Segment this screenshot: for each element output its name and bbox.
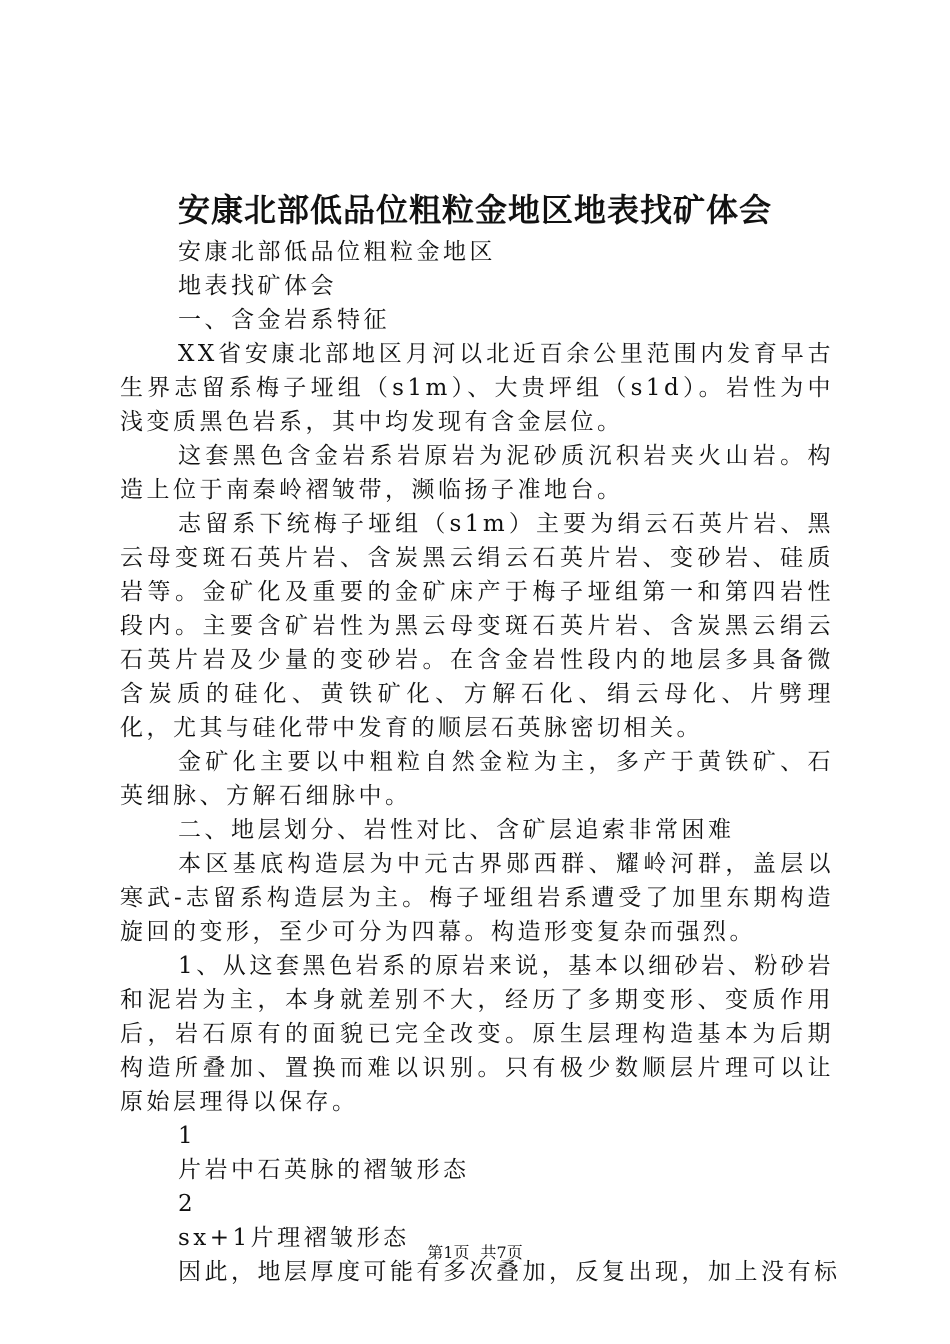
paragraph: 志留系下统梅子垭组（s1m）主要为绢云石英片岩、黑云母变斑石英片岩、含炭黑云绢云石英片岩、变砂岩、硅质岩等。金矿化及重要的金矿床产于梅子垭组第一和第四岩性段内。主要含矿岩性为黑云母变斑石英片岩、含炭黑云绢云石英片岩及少量的变砂岩。在含金岩性段内的地层多具备微含炭质的硅化、黄铁矿化、方解石化、绢云母化、片劈理化，尤其与硅化带中发育的顺层石英脉密切相关。	[120, 511, 834, 741]
document-title: 安康北部低品位粗粒金地区地表找矿体会	[177, 191, 772, 229]
figure-caption: 片岩中石英脉的褶皱形态	[178, 1157, 470, 1183]
page-footer	[0, 1241, 950, 1265]
paragraph: 因此，地层厚度可能有多次叠加，反复出现，加上没有标	[178, 1259, 841, 1285]
paragraph: 本区基底构造层为中元古界郧西群、耀岭河群，盖层以寒武-志留系构造层为主。梅子垭组岩系遭受了加里东期构造旋回的变形，至少可分为四幕。构造形变复杂而强烈。	[120, 851, 834, 945]
document-body	[120, 235, 841, 1289]
section-heading-2: 二、地层划分、岩性对比、含矿层追索非常困难	[178, 817, 735, 843]
page-number: 第1页	[427, 1243, 470, 1262]
paragraph: 这套黑色含金岩系岩原岩为泥砂质沉积岩夹火山岩。构造上位于南秦岭褶皱带，濒临扬子准地台。	[120, 443, 834, 503]
paragraph-subtitle-1: 安康北部低品位粗粒金地区	[178, 239, 496, 265]
section-heading-1: 一、含金岩系特征	[178, 307, 390, 333]
figure-caption: sx+1片理褶皱形态	[178, 1225, 410, 1251]
figure-number: 1	[178, 1123, 197, 1149]
figure-number: 2	[178, 1191, 197, 1217]
paragraph: XX省安康北部地区月河以北近百余公里范围内发育早古生界志留系梅子垭组（s1m）、大贵坪组（s1d）。岩性为中浅变质黑色岩系，其中均发现有含金层位。	[120, 341, 834, 435]
paragraph: 金矿化主要以中粗粒自然金粒为主，多产于黄铁矿、石英细脉、方解石细脉中。	[120, 749, 834, 809]
paragraph: 1、从这套黑色岩系的原岩来说，基本以细砂岩、粉砂岩和泥岩为主，本身就差别不大，经历了多期变形、变质作用后，岩石原有的面貌已完全改变。原生层理构造基本为后期构造所叠加、置换而难以识别。只有极少数顺层片理可以让原始层理得以保存。	[120, 953, 834, 1115]
paragraph-subtitle-2: 地表找矿体会	[178, 273, 337, 299]
page-total: 共7页	[480, 1243, 523, 1262]
